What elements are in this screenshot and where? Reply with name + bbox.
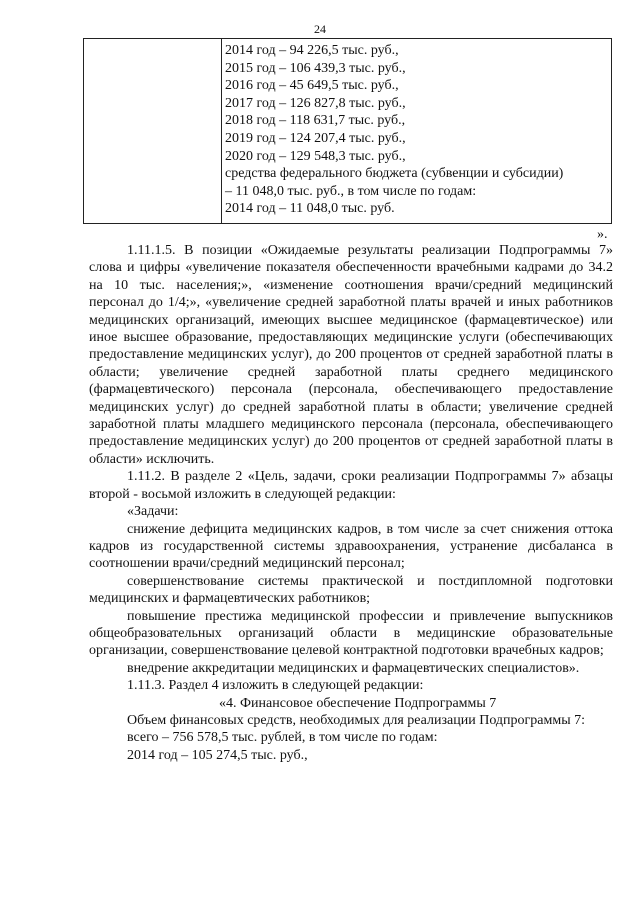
page-number: 24 [314,22,326,36]
document-body [89,242,613,764]
table-line: 2018 год – 118 631,7 тыс. руб., [225,113,406,129]
table-line: 2016 год – 45 649,5 тыс. руб., [225,78,399,94]
section-4-heading: «4. Финансовое обеспечение Подпрограммы 7 [219,695,497,711]
paragraph-total: всего – 756 578,5 тыс. рублей, в том числе по годам: [127,730,438,746]
paragraph-task-1: снижение дефицита медицинских кадров, в том числе за счет снижения оттока кадров из государственной системы здравоохранения, устранение дисбаланса в соотношении врачи/средний медицинский персонал; [89,521,613,572]
table-line: 2020 год – 129 548,3 тыс. руб., [225,148,406,164]
table-line: средства федерального бюджета (субвенции и субсидии) [225,166,564,182]
table-cell-funding [225,42,605,218]
table-line: 2015 год – 106 439,3 тыс. руб., [225,60,406,76]
paragraph-task-2: совершенствование системы практической и постдипломной подготовки медицинских и фармацевтических работников; [89,573,613,607]
paragraph-1-11-1-5: 1.11.1.5. В позиции «Ожидаемые результаты реализации Подпрограммы 7» слова и цифры «увеличение показателя обеспеченности врачебными кадрами до 34.2 на 10 тыс. населения;», «изменение соотношения врачи/средний медицинский персонал до 1/4;», «увеличение средней заработной платы врачей и иных работников медицинских организаций, имеющих высшее медицинское (фармацевтическое) или иное высшее образование, предоставляющих медицинские услуги (обеспечивающих предоставление медицинских услуг), до 200 процентов от средней заработной платы в области; увеличение средней заработной платы среднего медицинского (фармацевтического) персонала (персонала, обеспечивающего предоставление медицинских услуг) до средней заработной платы в области; увеличение средней заработной платы младшего медицинского персонала (персонала, обеспечивающего предоставление медицинских услуг) до 200 процентов от средней заработной платы в области» исключить. [89,243,613,467]
table-column-divider [221,39,222,223]
paragraph-tasks-heading: «Задачи: [127,504,179,520]
table-line: 2014 год – 11 048,0 тыс. руб. [225,201,395,217]
paragraph-year-2014: 2014 год – 105 274,5 тыс. руб., [127,747,308,763]
paragraph-task-4: внедрение аккредитации медицинских и фармацевтических специалистов». [127,660,580,676]
table-line: – 11 048,0 тыс. руб., в том числе по годам: [225,183,477,199]
table-line: 2019 год – 124 207,4 тыс. руб., [225,130,406,146]
closing-quote: ». [597,227,608,242]
paragraph-1-11-2: 1.11.2. В разделе 2 «Цель, задачи, сроки реализации Подпрограммы 7» абзацы второй - восьмой изложить в следующей редакции: [89,469,613,502]
funding-table [83,38,612,224]
paragraph-1-11-3: 1.11.3. Раздел 4 изложить в следующей редакции: [127,678,424,694]
table-line: 2014 год – 94 226,5 тыс. руб., [225,43,399,58]
paragraph-task-3: повышение престижа медицинской профессии и привлечение выпускников общеобразовательных организаций области в медицинские образовательные организации, совершенствование целевой контрактной подготовки врачебных кадров; [89,608,613,659]
table-line: 2017 год – 126 827,8 тыс. руб., [225,95,406,111]
paragraph-funding-volume: Объем финансовых средств, необходимых для реализации Подпрограммы 7: [127,712,586,728]
